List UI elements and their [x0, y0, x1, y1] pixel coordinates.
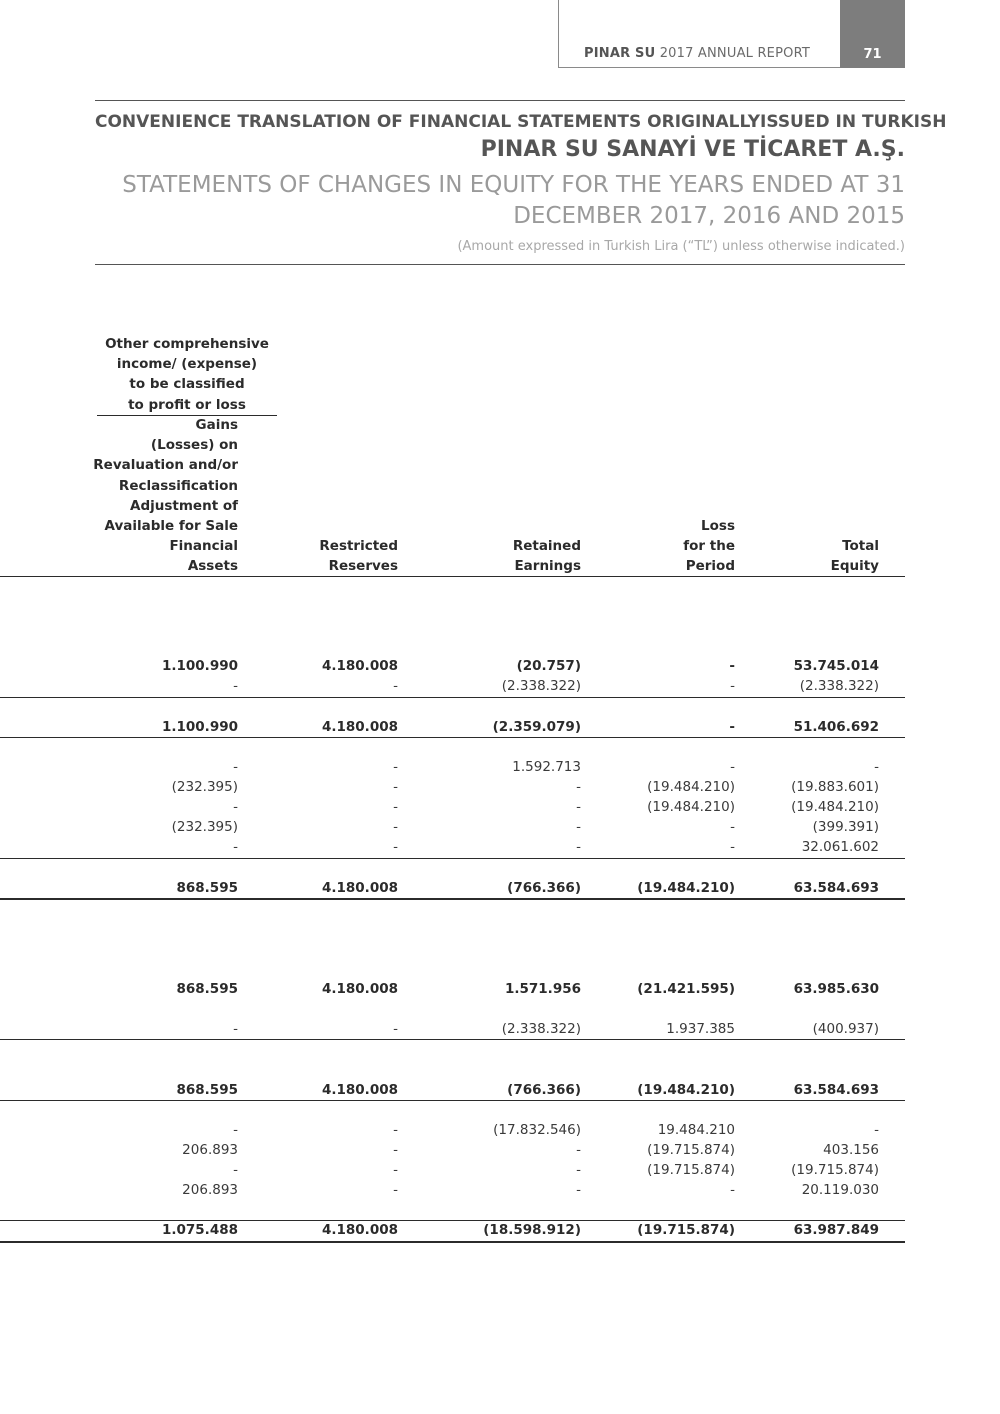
- header-line: Gains: [195, 417, 238, 433]
- table-cell: 1.937.385: [666, 1021, 735, 1037]
- table-row: [0, 676, 905, 696]
- table-cell: -: [874, 759, 879, 775]
- table-row: [0, 979, 905, 999]
- table-cell: -: [576, 819, 581, 835]
- table-row: [0, 717, 905, 737]
- table-cell: 868.595: [176, 880, 238, 896]
- table-cell: 63.987.849: [793, 1222, 879, 1238]
- table-cell: 1.571.956: [504, 981, 581, 997]
- rule: [0, 1220, 905, 1221]
- running-header-text: [584, 46, 810, 61]
- rule: [0, 697, 905, 698]
- table-row: [0, 817, 905, 837]
- table-cell: (19.484.210): [791, 799, 879, 815]
- table-cell: 1.592.713: [512, 759, 581, 775]
- table-cell: (2.359.079): [492, 719, 581, 735]
- header-line: Retained: [512, 538, 581, 554]
- table-cell: -: [233, 799, 238, 815]
- table-row: [0, 757, 905, 777]
- table-cell: (19.715.874): [647, 1142, 735, 1158]
- table-cell: -: [393, 759, 398, 775]
- header-line: Equity: [830, 558, 879, 575]
- table-cell: -: [576, 779, 581, 795]
- amount-note: (Amount expressed in Turkish Lira (“TL”) unless otherwise indicated.): [457, 239, 905, 254]
- table-cell: 63.584.693: [793, 880, 879, 896]
- table-row: [0, 1160, 905, 1180]
- table-cell: (232.395): [171, 819, 238, 835]
- table-cell: -: [393, 799, 398, 815]
- table-cell: -: [576, 799, 581, 815]
- table-cell: (19.484.210): [647, 779, 735, 795]
- header-line: Restricted: [319, 538, 398, 554]
- header-rule: [0, 576, 905, 577]
- table-cell: -: [730, 819, 735, 835]
- table-cell: (19.883.601): [791, 779, 879, 795]
- table-cell: 4.180.008: [321, 1222, 398, 1238]
- table-cell: (19.715.874): [647, 1162, 735, 1178]
- col-header-loss-for-period: [683, 516, 735, 577]
- col-header-restricted-reserves: [319, 536, 398, 576]
- table-cell: (19.715.874): [791, 1162, 879, 1178]
- table-cell: (20.757): [516, 658, 581, 674]
- table-row: [0, 656, 905, 676]
- table-cell: (399.391): [812, 819, 879, 835]
- table-cell: -: [730, 1182, 735, 1198]
- table-cell: (766.366): [507, 1082, 581, 1098]
- header-report: 2017 ANNUAL REPORT: [659, 46, 810, 61]
- table-cell: 4.180.008: [321, 981, 398, 997]
- table-cell: 63.985.630: [793, 981, 879, 997]
- col-header-revaluation: [93, 415, 238, 577]
- table-cell: (19.715.874): [637, 1222, 735, 1238]
- table-cell: -: [729, 658, 735, 674]
- table-cell: -: [393, 1162, 398, 1178]
- table-cell: 206.893: [182, 1142, 238, 1158]
- table-cell: 206.893: [182, 1182, 238, 1198]
- table-row: [0, 1120, 905, 1140]
- header-line: Period: [685, 558, 735, 575]
- rule: [0, 737, 905, 738]
- header-line: Loss: [701, 518, 735, 534]
- table-cell: 868.595: [176, 981, 238, 997]
- table-cell: (2.338.322): [501, 1021, 581, 1037]
- table-cell: -: [393, 1021, 398, 1037]
- col-header-retained-earnings: [513, 536, 581, 576]
- header-line: income/ (expense): [116, 356, 258, 373]
- header-line: (Losses) on: [150, 437, 238, 454]
- rule: [0, 858, 905, 859]
- table-cell: 1.100.990: [161, 658, 238, 674]
- header-line: Total: [842, 538, 879, 554]
- table-cell: 1.100.990: [161, 719, 238, 735]
- table-cell: -: [576, 1182, 581, 1198]
- table-cell: -: [393, 1182, 398, 1198]
- company-name: PINAR SU SANAYİ VE TİCARET A.Ş.: [480, 137, 905, 162]
- table-cell: (400.937): [812, 1021, 879, 1037]
- statement-title: STATEMENTS OF CHANGES IN EQUITY FOR THE YEARS ENDED AT 31 DECEMBER 2017, 2016 AND 2015: [122, 172, 905, 229]
- table-cell: 51.406.692: [793, 719, 879, 735]
- title-rule-bottom: [95, 264, 905, 265]
- table-row: [0, 1220, 905, 1240]
- table-cell: -: [729, 719, 735, 735]
- table-cell: 868.595: [176, 1082, 238, 1098]
- table-cell: -: [730, 839, 735, 855]
- table-cell: -: [393, 819, 398, 835]
- header-line: Available for Sale: [104, 518, 238, 535]
- header-line: Other comprehensive: [105, 336, 269, 352]
- table-row: [0, 1019, 905, 1039]
- table-cell: (766.366): [507, 880, 581, 896]
- header-line: for the: [683, 538, 735, 555]
- table-cell: -: [393, 1142, 398, 1158]
- table-cell: -: [233, 839, 238, 855]
- table-cell: (232.395): [171, 779, 238, 795]
- table-cell: -: [233, 678, 238, 694]
- header-line: Reclassification: [118, 477, 238, 494]
- table-cell: (21.421.595): [637, 981, 735, 997]
- table-cell: (19.484.210): [637, 1082, 735, 1098]
- table-cell: -: [393, 1122, 398, 1138]
- table-cell: 4.180.008: [321, 880, 398, 896]
- table-cell: -: [730, 759, 735, 775]
- header-line: Revaluation and/or: [93, 457, 238, 474]
- running-header: [558, 0, 840, 68]
- table-row: [0, 1180, 905, 1200]
- col-header-total-equity: [831, 536, 879, 576]
- rule: [0, 1039, 905, 1040]
- translation-note: CONVENIENCE TRANSLATION OF FINANCIAL STATEMENTS ORIGINALLYISSUED IN TURKISH: [95, 112, 947, 132]
- table-cell: (18.598.912): [483, 1222, 581, 1238]
- table-cell: (17.832.546): [493, 1122, 581, 1138]
- table-cell: 32.061.602: [801, 839, 879, 855]
- header-line: Earnings: [514, 558, 581, 575]
- table-row: [0, 1080, 905, 1100]
- table-cell: -: [233, 759, 238, 775]
- table-cell: 53.745.014: [793, 658, 879, 674]
- rule: [0, 1100, 905, 1101]
- table-cell: 4.180.008: [321, 719, 398, 735]
- table-cell: 63.584.693: [793, 1082, 879, 1098]
- table-cell: -: [874, 1122, 879, 1138]
- header-line: Adjustment of: [130, 497, 238, 514]
- table-cell: 4.180.008: [321, 658, 398, 674]
- oci-group-header: [97, 334, 277, 416]
- table-cell: -: [393, 678, 398, 694]
- page-number: 71: [840, 0, 905, 68]
- table-cell: 20.119.030: [801, 1182, 879, 1198]
- header-line: Reserves: [328, 558, 398, 575]
- table-cell: (19.484.210): [637, 880, 735, 896]
- header-line: Financial: [169, 538, 238, 555]
- table-cell: -: [233, 1021, 238, 1037]
- header-line: Assets: [187, 558, 238, 575]
- table-cell: -: [576, 1142, 581, 1158]
- table-cell: -: [576, 839, 581, 855]
- table-row: [0, 1140, 905, 1160]
- rule: [0, 898, 905, 900]
- table-cell: -: [393, 779, 398, 795]
- table-cell: (19.484.210): [647, 799, 735, 815]
- table-cell: (2.338.322): [501, 678, 581, 694]
- table-cell: 1.075.488: [161, 1222, 238, 1238]
- table-row: [0, 797, 905, 817]
- rule: [0, 1241, 905, 1243]
- header-line: to be classified: [129, 376, 245, 393]
- table-cell: -: [730, 678, 735, 694]
- table-cell: 403.156: [823, 1142, 879, 1158]
- table-cell: (2.338.322): [799, 678, 879, 694]
- table-cell: 4.180.008: [321, 1082, 398, 1098]
- table-row: [0, 837, 905, 857]
- table-cell: -: [233, 1162, 238, 1178]
- table-row: [0, 777, 905, 797]
- table-cell: -: [393, 839, 398, 855]
- table-cell: -: [233, 1122, 238, 1138]
- table-row: [0, 878, 905, 898]
- table-cell: 19.484.210: [657, 1122, 735, 1138]
- header-line: to profit or loss: [128, 396, 246, 413]
- title-rule-top: [95, 100, 905, 101]
- table-cell: -: [576, 1162, 581, 1178]
- header-brand: PINAR SU: [583, 46, 656, 61]
